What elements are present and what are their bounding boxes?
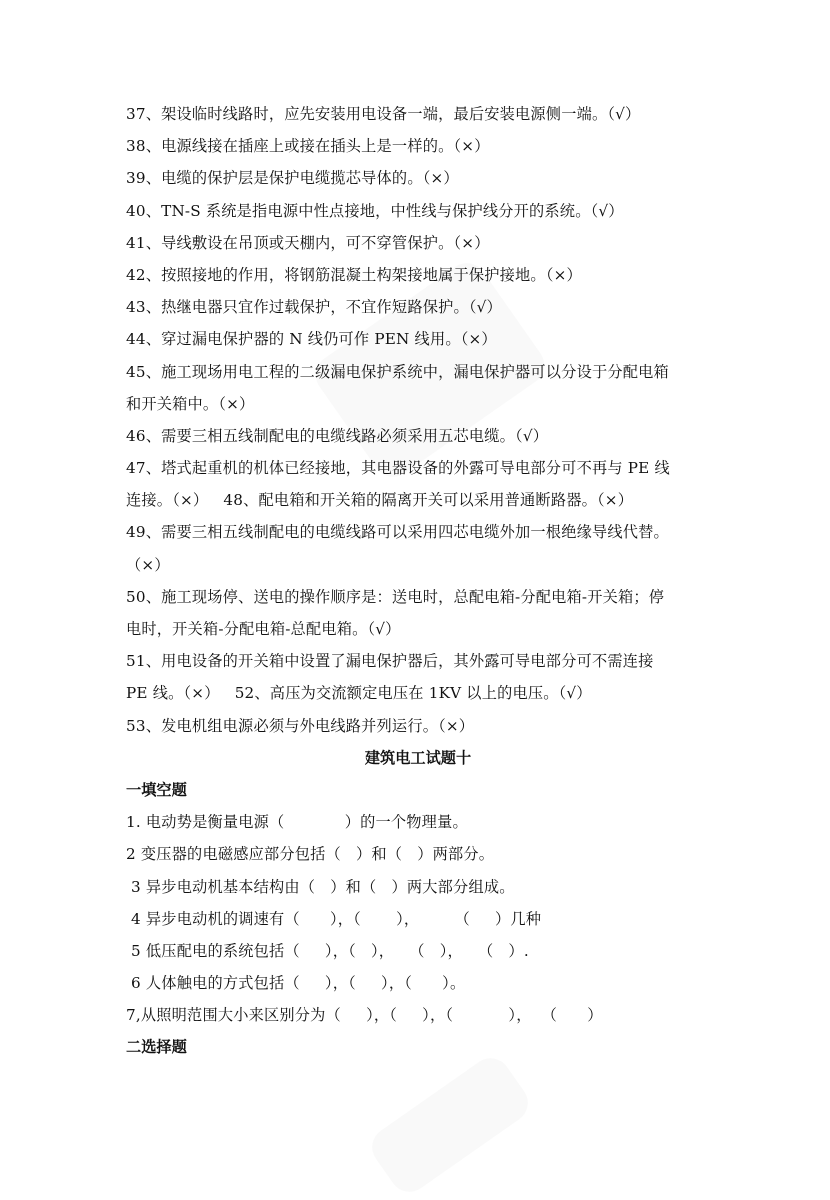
tf-line: 和开关箱中。（×） — [126, 394, 255, 413]
tf-line: 50、施工现场停、送电的操作顺序是：送电时，总配电箱-分配电箱-开关箱；停 — [126, 587, 665, 606]
fill-blank-list — [126, 806, 710, 1031]
tf-line: 49、需要三相五线制配电的电缆线路可以采用四芯电缆外加一根绝缘导线代替。 — [126, 523, 669, 542]
fill-blank-line: 6 人体触电的方式包括（ ），（ ），（ ）。 — [126, 974, 466, 993]
tf-line: 42、按照接地的作用，将钢筋混凝土构架接地属于保护接地。（×） — [126, 265, 582, 284]
document-title: 建筑电工试题十 — [364, 748, 472, 767]
tf-line: 45、施工现场用电工程的二级漏电保护系统中，漏电保护器可以分设于分配电箱 — [126, 362, 669, 381]
section-heading-choice: 二选择题 — [126, 1038, 187, 1057]
tf-line: 41、导线敷设在吊顶或天棚内，可不穿管保护。（×） — [126, 233, 490, 252]
document-content — [126, 98, 710, 1064]
fill-blank-line: 7,从照明范围大小来区别分为（ ），（ ），（ ）， （ ） — [126, 1006, 603, 1025]
tf-line: 43、热继电器只宜作过载保护，不宜作短路保护。（√） — [126, 298, 502, 317]
tf-line: 40、TN-S 系统是指电源中性点接地，中性线与保护线分开的系统。（√） — [126, 201, 624, 220]
tf-line: 37、架设临时线路时，应先安装用电设备一端，最后安装电源侧一端。（√） — [126, 105, 641, 123]
tf-line: 51、用电设备的开关箱中设置了漏电保护器后，其外露可导电部分可不需连接 — [126, 652, 654, 671]
tf-line: PE 线。（×） 52、高压为交流额定电压在 1KV 以上的电压。（√） — [126, 684, 592, 703]
tf-line: 53、发电机组电源必须与外电线路并列运行。（×） — [126, 716, 475, 735]
tf-line: 38、电源线接在插座上或接在插头上是一样的。（×） — [126, 137, 490, 156]
tf-line: 46、需要三相五线制配电的电缆线路必须采用五芯电缆。（√） — [126, 426, 549, 445]
tf-line: 44、穿过漏电保护器的 N 线仍可作 PEN 线用。（×） — [126, 330, 497, 349]
tf-line: 连接。（×） 48、配电箱和开关箱的隔离开关可以采用普通断路器。（×） — [126, 491, 634, 510]
fill-blank-line: 3 异步电动机基本结构由（ ）和（ ）两大部分组成。 — [126, 877, 515, 896]
tf-line: 47、塔式起重机的机体已经接地，其电器设备的外露可导电部分可不再与 PE 线 — [126, 459, 670, 478]
fill-blank-line: 2 变压器的电磁感应部分包括（ ）和（ ）两部分。 — [126, 845, 495, 864]
fill-blank-line: 1. 电动势是衡量电源（ ）的一个物理量。 — [126, 813, 468, 832]
tf-line: 电时，开关箱-分配电箱-总配电箱。（√） — [126, 620, 401, 638]
section-heading-fill-blank: 一填空题 — [126, 780, 187, 799]
fill-blank-line: 5 低压配电的系统包括（ ），（ ）， （ ）， （ ）. — [126, 941, 529, 960]
watermark-logo-bottom — [364, 1050, 535, 1199]
true-false-list — [126, 98, 710, 742]
tf-line: （×） — [126, 555, 170, 574]
fill-blank-line: 4 异步电动机的调速有（ ），（ ）， （ ）几种 — [126, 909, 542, 928]
tf-line: 39、电缆的保护层是保护电缆揽芯导体的。（×） — [126, 169, 459, 188]
